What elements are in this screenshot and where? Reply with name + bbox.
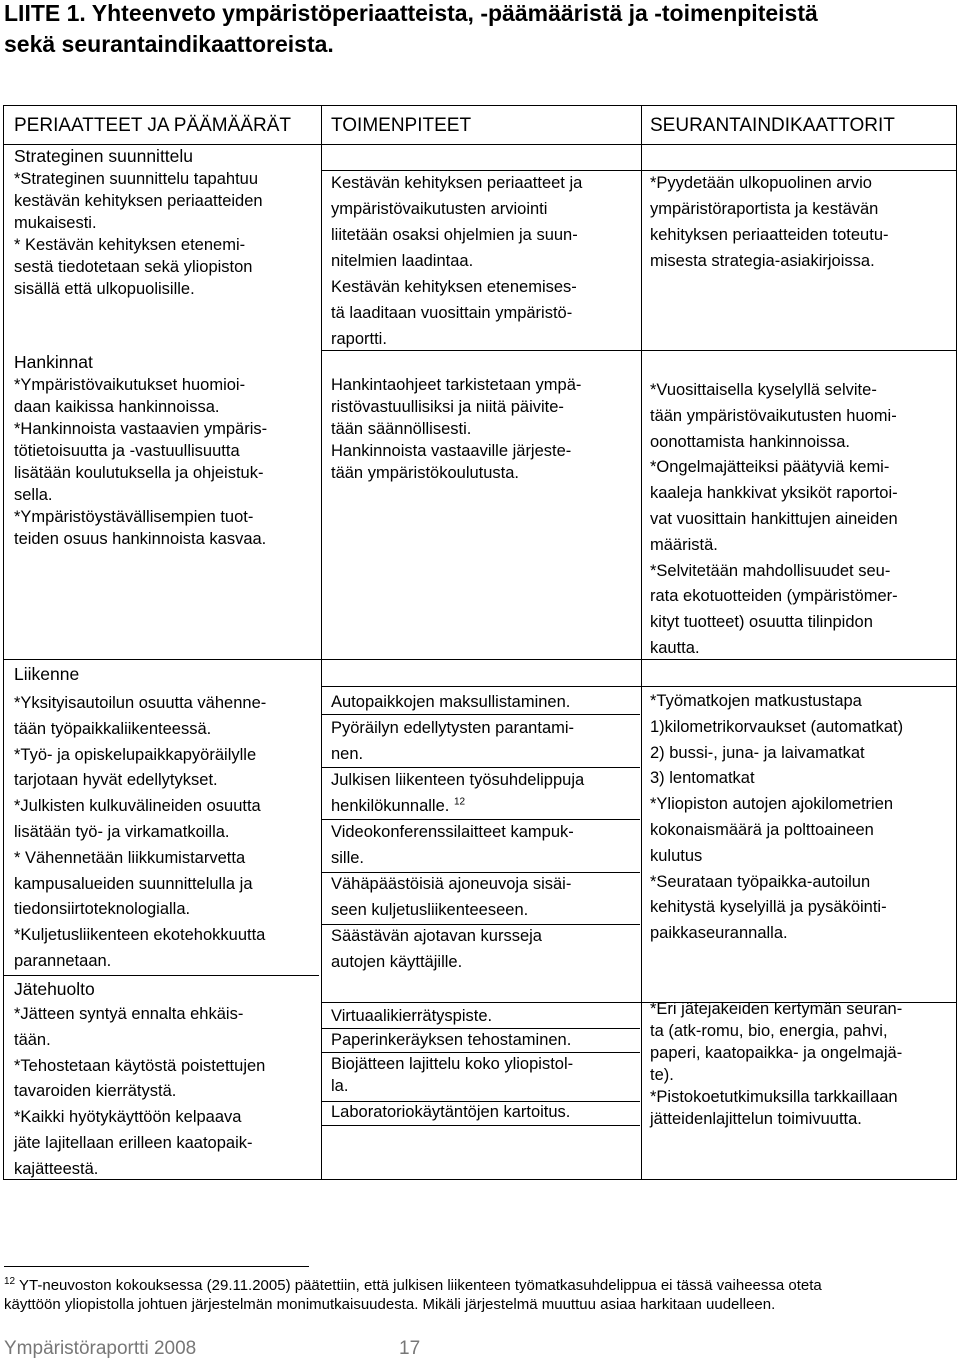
text-line: tään.	[14, 1030, 51, 1049]
text-line: Paperinkeräyksen tehostaminen.	[331, 1031, 572, 1049]
text-line: Vähäpäästöisiä ajoneuvoja sisäi-	[331, 875, 572, 893]
section-strategic-indicators	[650, 170, 950, 274]
text-line: *Yliopiston autojen ajokilometrien	[650, 795, 894, 814]
row-divider	[4, 659, 956, 660]
section-strategic-actions	[331, 170, 636, 352]
text-line: lisätään työ- ja virkamatkoilla.	[14, 822, 230, 841]
text-line: *Työ- ja opiskelupaikkapyöräilylle	[14, 745, 257, 764]
text-line: tiedonsiirtoteknologialla.	[14, 900, 191, 919]
text-line: Kestävän kehityksen etenemises-	[331, 278, 577, 296]
row-divider	[321, 686, 956, 687]
section-waste-indicators	[650, 998, 950, 1130]
title-line: LIITE 1. Yhteenveto ympäristöperiaatteista, -päämääristä ja -toimenpiteistä	[4, 0, 818, 26]
text-line: kityt tuotteet) osuutta tilinpidon	[650, 613, 873, 632]
summary-table	[3, 105, 957, 1180]
section-waste-actions	[331, 1005, 636, 1123]
text-line: Hankinnoista vastaaville järjeste-	[331, 442, 572, 460]
footnote	[4, 1276, 954, 1314]
text-line: ristövastuullisiksi ja niitä päivite-	[331, 398, 564, 416]
text-line: ta (atk-romu, bio, energia, pahvi,	[650, 1022, 888, 1040]
section-heading: Liikenne	[14, 664, 80, 684]
text-line: tään työpaikkaliikenteessä.	[14, 719, 212, 738]
item-divider	[321, 1125, 640, 1126]
text-line: tarjotaan hyvät edellytykset.	[14, 771, 218, 790]
section-procurement-indicators	[650, 378, 950, 662]
text-line: henkilökunnalle.	[331, 797, 450, 815]
text-line: *Pyydetään ulkopuolinen arvio	[650, 174, 872, 192]
section-waste-principles	[14, 976, 314, 1183]
text-line: lisätään koulutuksella ja ohjeistuk-	[14, 464, 264, 482]
text-line: 1)kilometrikorvaukset (automatkat)	[650, 717, 904, 736]
footnote-ref[interactable]: 12	[453, 796, 466, 808]
section-procurement-principles	[14, 350, 314, 550]
text-line: kajätteestä.	[14, 1159, 99, 1178]
text-line: Virtuaalikierrätyspiste.	[331, 1007, 493, 1025]
text-line: *Kuljetusliikenteen ekotehokkuutta	[14, 926, 266, 945]
footnote-line	[4, 1276, 954, 1295]
text-line: nitelmien laadintaa.	[331, 252, 474, 270]
text-line: tään ympäristökoulutusta.	[331, 464, 520, 482]
text-line: Julkisen liikenteen työsuhdelippuja	[331, 771, 585, 789]
text-line: *Eri jätejakeiden kertymän seuran-	[650, 1000, 903, 1018]
text-line: Pyöräilyn edellytysten parantami-	[331, 719, 575, 737]
text-line: kaaleja hankkivat yksiköt raportoi-	[650, 484, 898, 503]
section-traffic-principles	[14, 661, 314, 975]
header-actions: TOIMENPITEET	[331, 115, 472, 136]
text-line: seen kuljetusliikenteeseen.	[331, 901, 529, 919]
section-heading: Hankinnat	[14, 352, 93, 372]
text-line: paperi, kaatopaikka- ja ongelmajä-	[650, 1044, 903, 1062]
text-line: Biojätteen lajittelu koko yliopistol-	[331, 1055, 574, 1073]
footnote-number: 12	[4, 1276, 16, 1287]
text-line: *Työmatkojen matkustustapa	[650, 692, 862, 710]
footer-report-name: Ympäristöraportti 2008	[4, 1338, 197, 1359]
text-line: * Kestävän kehityksen etenemi-	[14, 236, 246, 254]
text-line: autojen käyttäjille.	[331, 953, 463, 971]
text-line: kampusalueiden suunnittelulla ja	[14, 874, 253, 893]
text-line: la.	[331, 1077, 349, 1095]
row-divider	[321, 350, 956, 351]
page-number: 17	[399, 1338, 421, 1359]
text-line: *Ympäristövaikutukset huomioi-	[14, 376, 246, 394]
text-line: tään ympäristövaikutusten huomi-	[650, 406, 897, 425]
text-line: misesta strategia-asiakirjoissa.	[650, 252, 875, 270]
text-line: parannetaan.	[14, 951, 112, 970]
footnote-rule	[4, 1266, 309, 1267]
section-heading: Jätehuolto	[14, 979, 95, 999]
document-title	[4, 0, 954, 60]
text-line: määristä.	[650, 535, 718, 554]
text-line: *Ympäristöystävällisempien tuot-	[14, 508, 254, 526]
text-line: Autopaikkojen maksullistaminen.	[331, 693, 571, 711]
text-line: jäte lajitellaan erilleen kaatopaik-	[14, 1133, 253, 1152]
text-line: *Hankinnoista vastaavien ympäris-	[14, 420, 268, 438]
text-line: te).	[650, 1066, 674, 1084]
text-line: nen.	[331, 745, 364, 763]
column-divider	[321, 106, 322, 1179]
text-line: *Ongelmajätteiksi päätyviä kemi-	[650, 458, 890, 477]
text-line: *Yksityisautoilun osuutta vähenne-	[14, 694, 267, 712]
text-line: paikkaseurannalla.	[650, 924, 788, 943]
text-line: mukaisesti.	[14, 214, 97, 232]
text-line: Laboratoriokäytäntöjen kartoitus.	[331, 1103, 571, 1121]
text-line: Hankintaohjeet tarkistetaan ympä-	[331, 376, 582, 394]
text-line	[331, 793, 636, 819]
text-line: *Tehostetaan käytöstä poistettujen	[14, 1056, 266, 1075]
text-line: kehityksen periaatteiden toteutu-	[650, 226, 889, 244]
text-line: oonottamista hankinnoissa.	[650, 432, 850, 451]
footnote-text: YT-neuvoston kokouksessa (29.11.2005) päätettiin, että julkisen liikenteen työmatkasuhdelippua ei tässä vaiheessa oteta	[19, 1277, 822, 1294]
text-line: *Pistokoetutkimuksilla tarkkaillaan	[650, 1088, 898, 1106]
text-line: * Vähennetään liikkumistarvetta	[14, 848, 246, 867]
title-line: sekä seurantaindikaattoreista.	[4, 31, 334, 57]
header-principles: PERIAATTEET JA PÄÄMÄÄRÄT	[14, 115, 291, 136]
text-line: *Selvitetään mahdollisuudet seu-	[650, 561, 891, 580]
header-indicators: SEURANTAINDIKAATTORIT	[650, 115, 895, 136]
text-line: ympäristöraportista ja kestävän	[650, 200, 879, 218]
text-line: kautta.	[650, 638, 700, 657]
text-line: ympäristövaikutusten arviointi	[331, 200, 548, 218]
text-line: kestävän kehityksen periaatteiden	[14, 192, 263, 210]
section-traffic-actions	[331, 689, 636, 975]
text-line: vat vuosittain hankittujen aineiden	[650, 509, 898, 528]
text-line: *Julkisten kulkuvälineiden osuutta	[14, 797, 261, 816]
text-line: *Seurataan työpaikka-autoilun	[650, 872, 871, 891]
text-line: 2) bussi-, juna- ja laivamatkat	[650, 743, 865, 762]
text-line: tä laaditaan vuosittain ympäristö-	[331, 304, 573, 322]
text-line: sella.	[14, 486, 53, 504]
text-line: kokonaismäärä ja polttoaineen	[650, 820, 874, 839]
text-line: tötietoisuutta ja -vastuullisuutta	[14, 442, 240, 460]
text-line: Videokonferenssilaitteet kampuk-	[331, 823, 574, 841]
text-line: kehitystä kyselyillä ja pysäköinti-	[650, 898, 887, 917]
text-line: sisällä että ulkopuolisille.	[14, 280, 195, 298]
text-line: sestä tiedotetaan sekä yliopiston	[14, 258, 253, 276]
footnote-line: käyttöön yliopistolla johtuen järjestelmän monimutkaisuudesta. Mikäli järjestelmä muuttuu asiaa harkitaan uudelleen.	[4, 1296, 776, 1313]
text-line: sille.	[331, 849, 365, 867]
text-line: teiden osuus hankinnoista kasvaa.	[14, 530, 267, 548]
text-line: Kestävän kehityksen periaatteet ja	[331, 174, 583, 192]
section-heading: Strateginen suunnittelu	[14, 146, 194, 166]
text-line: liitetään osaksi ohjelmien ja suun-	[331, 226, 578, 244]
text-line: jätteidenlajittelun toimivuutta.	[650, 1110, 862, 1128]
text-line: *Vuosittaisella kyselyllä selvite-	[650, 381, 877, 399]
section-procurement-actions	[331, 374, 636, 484]
text-line: tään säännöllisesti.	[331, 420, 472, 438]
text-line: tavaroiden kierrätystä.	[14, 1082, 177, 1101]
text-line: raportti.	[331, 330, 387, 348]
section-traffic-indicators	[650, 689, 950, 947]
text-line: kulutus	[650, 846, 703, 865]
text-line: Säästävän ajotavan kursseja	[331, 927, 542, 945]
text-line: *Jätteen syntyä ennalta ehkäis-	[14, 1005, 244, 1023]
text-line: *Strateginen suunnittelu tapahtuu	[14, 170, 259, 188]
text-line: 3) lentomatkat	[650, 769, 755, 788]
text-line: daan kaikissa hankinnoissa.	[14, 398, 220, 416]
text-line: rata ekotuotteiden (ympäristömer-	[650, 587, 898, 606]
column-divider	[641, 106, 642, 1179]
section-strategic-principles	[14, 144, 314, 300]
text-line: *Kaikki hyötykäyttöön kelpaava	[14, 1108, 242, 1127]
